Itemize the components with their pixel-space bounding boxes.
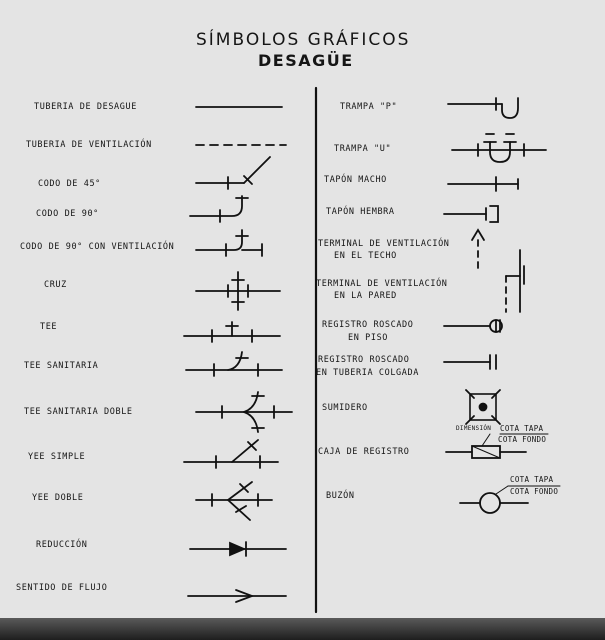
label-registro-colgada-1: REGISTRO ROSCADO	[318, 355, 410, 365]
label-codo-90-ventilacion: CODO DE 90° CON VENTILACIÓN	[20, 242, 175, 252]
label-cruz: CRUZ	[44, 280, 67, 290]
label-caja-registro: CAJA DE REGISTRO	[318, 447, 410, 457]
label-registro-colgada-2: EN TUBERIA COLGADA	[316, 368, 419, 378]
label-terminal-pared-2: EN LA PARED	[334, 291, 397, 301]
symbol-registro-colgada	[444, 355, 496, 369]
symbol-tapon-macho	[448, 177, 518, 191]
label-codo-90: CODO DE 90°	[36, 209, 99, 219]
label-sumidero: SUMIDERO	[322, 403, 368, 413]
label-tee-sanitaria-doble: TEE SANITARIA DOBLE	[24, 407, 133, 417]
label-terminal-techo-1: TERMINAL DE VENTILACIÓN	[318, 239, 450, 249]
label-registro-piso-1: REGISTRO ROSCADO	[322, 320, 414, 330]
page-subtitle: DESAGÜE	[258, 51, 354, 70]
buzon-cota-tapa-note: COTA TAPA	[510, 475, 554, 484]
symbol-trampa-u	[452, 134, 546, 162]
label-codo-45: CODO DE 45°	[38, 179, 101, 189]
symbol-caja-registro	[446, 434, 548, 458]
label-tuberia-ventilacion: TUBERIA DE VENTILACIÓN	[26, 140, 152, 150]
label-buzon: BUZÓN	[326, 491, 355, 501]
label-trampa-p: TRAMPA "P"	[340, 102, 398, 112]
symbol-tapon-hembra	[444, 206, 498, 222]
label-yee-simple: YEE SIMPLE	[28, 452, 86, 462]
symbol-tee	[184, 322, 280, 342]
label-terminal-pared-1: TERMINAL DE VENTILACIÓN	[316, 279, 448, 289]
symbol-sentido-flujo	[188, 590, 286, 602]
label-tee-sanitaria: TEE SANITARIA	[24, 361, 99, 371]
symbol-sumidero	[466, 390, 500, 424]
symbol-reduccion	[190, 542, 286, 556]
symbol-yee-simple	[184, 440, 278, 468]
label-reduccion: REDUCCIÓN	[36, 540, 88, 550]
caja-dimension-note: DIMENSIÓN	[456, 425, 492, 432]
symbol-codo-90	[190, 196, 248, 222]
label-terminal-techo-2: EN EL TECHO	[334, 251, 397, 261]
symbol-codo-45	[196, 157, 270, 189]
label-sentido-flujo: SENTIDO DE FLUJO	[16, 583, 108, 593]
symbol-codo-90-ventilacion	[196, 230, 262, 256]
symbol-cruz	[196, 272, 280, 310]
symbol-registro-piso	[444, 320, 502, 332]
symbol-tee-sanitaria	[186, 352, 282, 376]
symbol-tee-sanitaria-doble	[196, 392, 292, 432]
page-title: SÍMBOLOS GRÁFICOS	[196, 30, 411, 50]
symbol-trampa-p	[448, 98, 518, 118]
label-registro-piso-2: EN PISO	[348, 333, 389, 343]
symbol-buzon	[460, 486, 560, 513]
label-trampa-u: TRAMPA "U"	[334, 144, 392, 154]
symbol-terminal-techo	[472, 230, 484, 270]
photo-shadow	[0, 618, 605, 640]
caja-cota-tapa-note: COTA TAPA	[500, 424, 544, 433]
label-yee-doble: YEE DOBLE	[32, 493, 84, 503]
symbol-yee-doble	[196, 482, 272, 520]
symbol-terminal-pared	[506, 250, 524, 312]
label-tapon-hembra: TAPÓN HEMBRA	[326, 207, 395, 217]
label-tapon-macho: TAPÓN MACHO	[324, 175, 387, 185]
caja-cota-fondo-note: COTA FONDO	[498, 435, 547, 444]
label-tuberia-desague: TUBERIA DE DESAGUE	[34, 102, 137, 112]
buzon-cota-fondo-note: COTA FONDO	[510, 487, 559, 496]
label-tee: TEE	[40, 322, 58, 332]
